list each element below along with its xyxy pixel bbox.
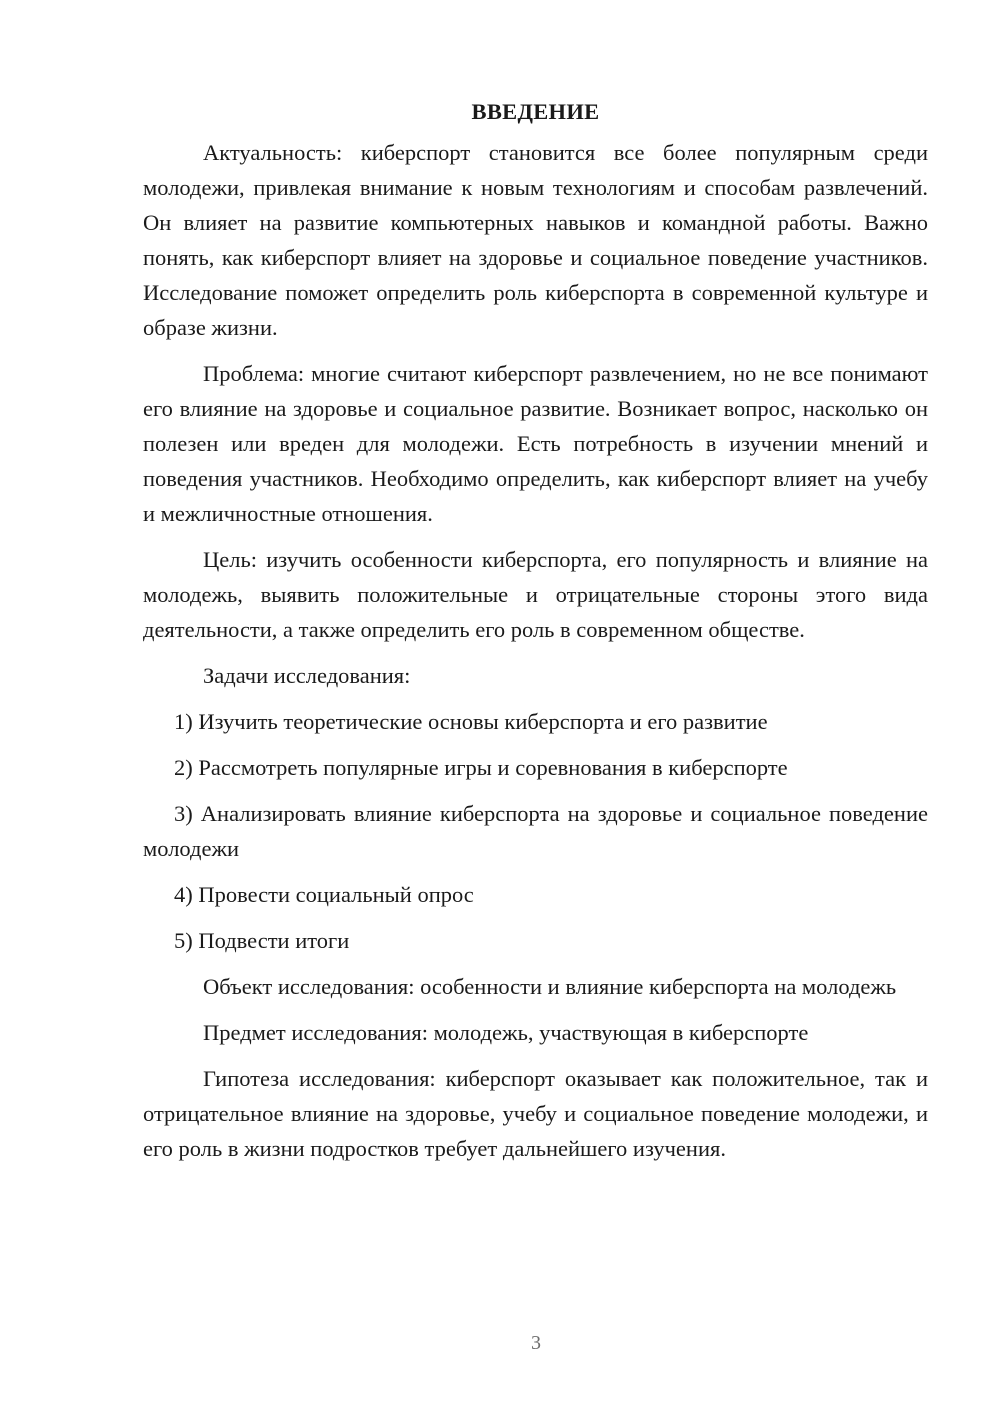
list-item: 2) Рассмотреть популярные игры и соревнования в киберспорте (174, 755, 788, 780)
list-item: 3) Анализировать влияние киберспорта на здоровье и социальное поведение молодежи (143, 801, 928, 861)
list-item: 4) Провести социальный опрос (174, 882, 474, 907)
section-heading: ВВЕДЕНИЕ (471, 99, 600, 124)
subject-paragraph: Предмет исследования: молодежь, участвующая в киберспорте (203, 1020, 809, 1045)
object-paragraph: Объект исследования: особенности и влияние киберспорта на молодежь (203, 974, 897, 999)
tasks-heading: Задачи исследования: (203, 663, 411, 688)
page-number: 3 (531, 1332, 541, 1354)
list-item: 1) Изучить теоретические основы киберспорта и его развитие (174, 709, 768, 734)
hypothesis-paragraph: Гипотеза исследования: киберспорт оказывает как положительное, так и отрицательное влияние на здоровье, учебу и социальное поведение молодежи, и его роль в жизни подростков требует дальнейшего изучения. (143, 1066, 928, 1161)
problem-paragraph: Проблема: многие считают киберспорт развлечением, но не все понимают его влияние на здоровье и социальное развитие. Возникает вопрос, насколько он полезен или вреден для молодежи. Есть потребность в изучении мнений и поведения участников. Необходимо определить, как киберспорт влияет на учебу и межличностные отношения. (143, 361, 928, 526)
goal-paragraph: Цель: изучить особенности киберспорта, его популярность и влияние на молодежь, выявить положительные и отрицательные стороны этого вида деятельности, а также определить его роль в современном обществе. (143, 547, 928, 642)
relevance-paragraph: Актуальность: киберспорт становится все более популярным среди молодежи, привлекая внимание к новым технологиям и способам развлечений. Он влияет на развитие компьютерных навыков и командной работы. Важно понять, как киберспорт влияет на здоровье и социальное поведение участников. Исследование поможет определить роль киберспорта в современной культуре и образе жизни. (143, 140, 928, 340)
page-content (143, 94, 928, 1177)
list-item: 5) Подвести итоги (174, 928, 350, 953)
